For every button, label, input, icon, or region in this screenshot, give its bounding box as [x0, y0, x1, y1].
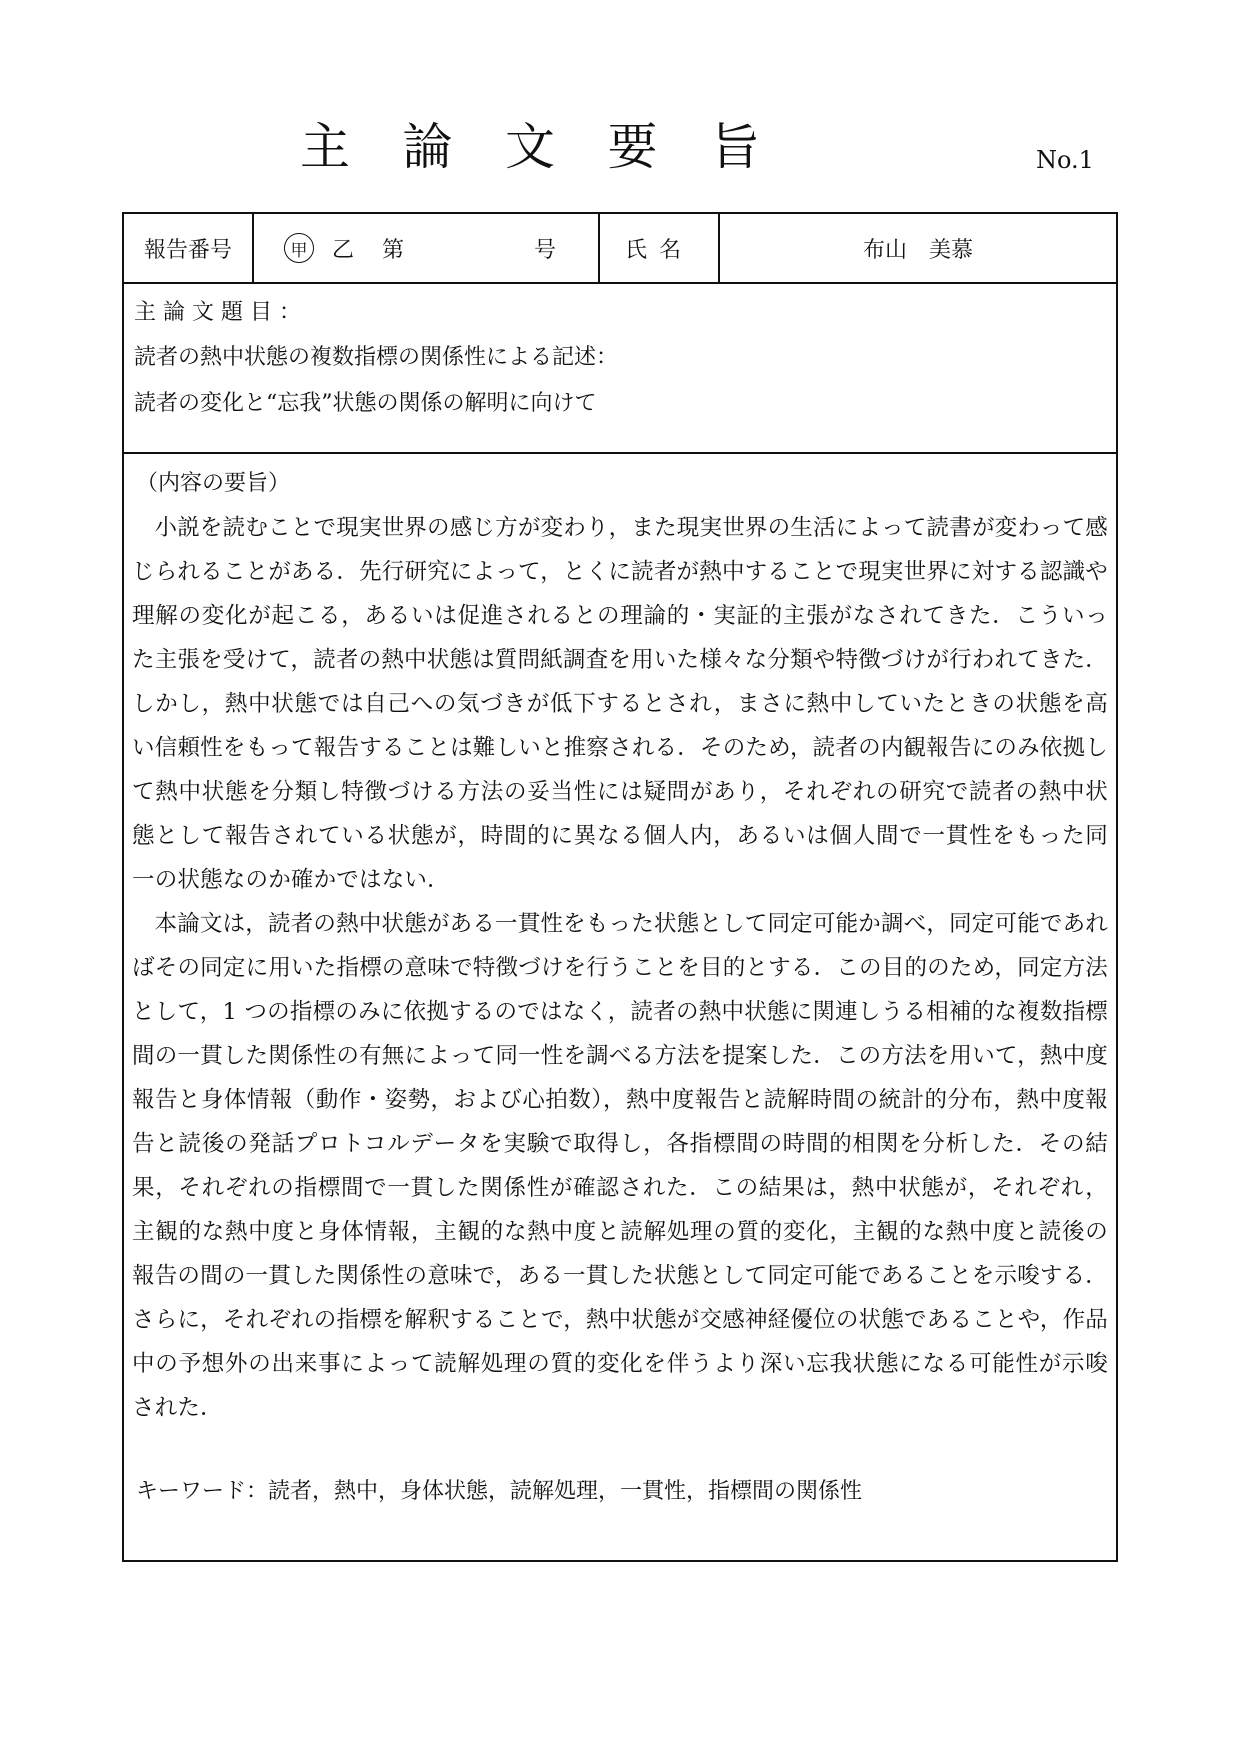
report-dai: 第 — [382, 237, 405, 263]
title-char: 論 — [402, 118, 453, 176]
title-char: 要 — [607, 118, 658, 176]
author-name: 布山 美慕 — [862, 237, 973, 263]
title-char: 文 — [505, 118, 555, 176]
title-char: 旨 — [710, 118, 760, 176]
report-number-field — [254, 214, 600, 282]
thesis-title-section — [124, 284, 1116, 454]
report-otsu: 乙 — [332, 237, 355, 263]
abstract-form — [122, 212, 1118, 1562]
summary-paragraph: 本論文は，読者の熱中状態がある一貫性をもった状態として同定可能か調べ，同定可能であればその同定に用いた指標の意味で特徴づけを行うことを目的とする．この目的のため，同定方法として，1 つの指標のみに依拠するのではなく，読者の熱中状態に関連しうる相補的な複数指標間の一貫した関係性の有無によって同一性を調べる方法を提案した．この方法を用いて，熱中度報告と身体情報（動作・姿勢，および心拍数），熱中度報告と読解時間の統計的分布，熱中度報告と読後の発話プロトコルデータを実験で取得し，各指標間の時間的相関を分析した．その結果，それぞれの指標間で一貫した関係性が確認された．この結果は，熱中状態が，それぞれ，主観的な熱中度と身体情報，主観的な熱中度と読解処理の質的変化，主観的な熱中度と読後の報告の間の一貫した関係性の意味で，ある一貫した状態として同定可能であることを示唆する．さらに，それぞれの指標を解釈することで，熱中状態が交感神経優位の状態であることや，作品中の予想外の出来事によって読解処理の質的変化を伴うより深い忘我状態になる可能性が示唆された． — [132, 911, 1108, 1421]
page-number: No.1 — [1036, 146, 1094, 174]
page-title — [300, 112, 760, 182]
keywords: キーワード：読者，熱中，身体状態，読解処理，一貫性，指標間の関係性 — [136, 1479, 863, 1504]
thesis-title-line: 読者の熱中状態の複数指標の関係性による記述： — [134, 345, 619, 370]
summary-heading: （内容の要旨） — [136, 471, 291, 496]
header-row — [124, 214, 1116, 284]
summary-section — [124, 456, 1116, 1560]
name-label: 氏名 — [600, 214, 720, 282]
thesis-title-line: 読者の変化と“忘我”状態の関係の解明に向けて — [134, 391, 597, 416]
summary-paragraph: 小説を読むことで現実世界の感じ方が変わり，また現実世界の生活によって読書が変わって感じられることがある．先行研究によって，とくに読者が熱中することで現実世界に対する認識や理解の変化が起こる，あるいは促進されるとの理論的・実証的主張がなされてきた．こういった主張を受けて，読者の熱中状態は質問紙調査を用いた様々な分類や特徴づけが行われてきた．しかし，熱中状態では自己への気づきが低下するとされ，まさに熱中していたときの状態を高い信頼性をもって報告することは難しいと推察される．そのため，読者の内観報告にのみ依拠して熱中状態を分類し特徴づける方法の妥当性には疑問があり，それぞれの研究で読者の熱中状態として報告されている状態が，時間的に異なる個人内，あるいは個人間で一貫性をもった同一の状態なのか確かではない． — [132, 515, 1108, 893]
title-char: 主 — [300, 118, 350, 176]
thesis-title-label: 主論文題目： — [134, 300, 309, 325]
report-number-label: 報告番号 — [124, 214, 254, 282]
report-go: 号 — [534, 237, 557, 263]
circled-kou-mark: 甲 — [284, 233, 314, 263]
